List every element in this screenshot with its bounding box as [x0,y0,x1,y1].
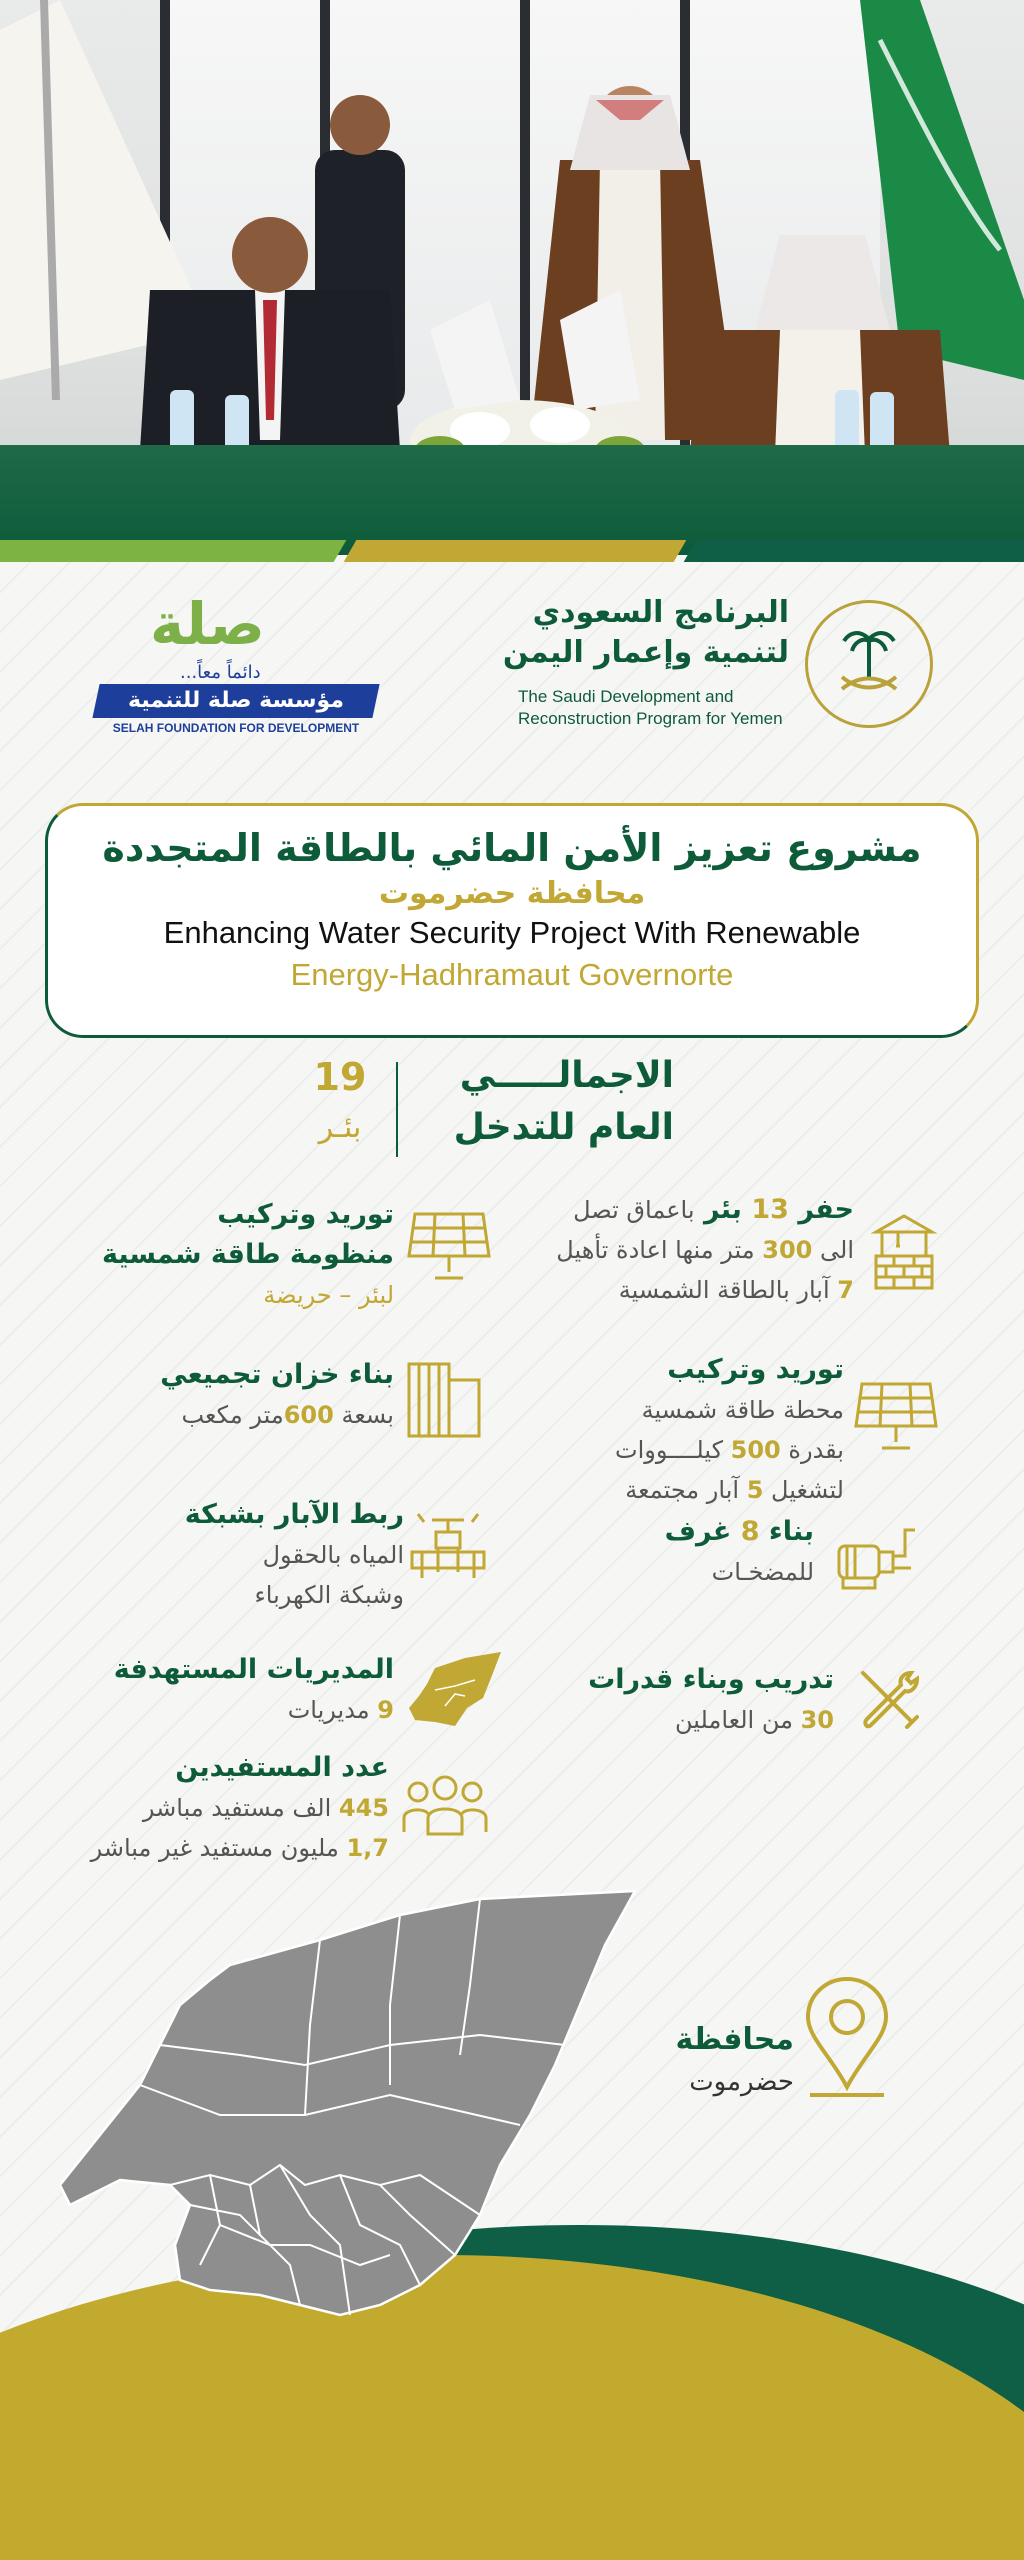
total-label-2: العام للتدخل [453,1107,674,1148]
logos-row [0,580,1024,750]
water-well-icon [868,1212,940,1292]
governorate-name: حضرموت [689,2067,794,2097]
solar-supply-item: توريد وتركيب منظومة طاقة شمسية لبئر – حريضة [101,1199,394,1309]
rooms-item: بناء 8 غرف للمضخـات [664,1516,814,1586]
network-item: ربط الآبار بشبكة المياه بالحقول وشبكة الكهرباء [184,1499,404,1609]
people-group-icon [398,1770,492,1840]
beneficiaries-item: عدد المستفيدين 445 الف مستفيد مباشر 1,7 مليون مستفيد غير مباشر [90,1752,389,1862]
project-title-ar: مشروع تعزيز الأمن المائي بالطاقة المتجددة [102,826,922,870]
governorate-label [675,2018,794,2102]
sdrpy-name-en-1: The Saudi Development and [518,687,734,706]
tank-item: بناء خزان تجميعي بسعة 600متر مكعب [160,1359,394,1429]
sdrpy-name-ar-2: لتنمية وإعمار اليمن [502,635,789,670]
palm-swords-seal-icon [805,600,933,728]
solar-panel-icon [405,1208,493,1284]
location-pin-icon [800,1975,895,2100]
selah-name-ar: مؤسسة صلة للتنمية [92,684,379,718]
total-wells-number: 19 [313,1055,367,1099]
training-item: تدريب وبناء قدرات 30 من العاملين [588,1664,834,1734]
color-stripe-dark [684,540,1024,562]
drilling-item: حفر 13 بئر باعماق تصل الى 300 متر منها اعادة تأهيل 7 آبار بالطاقة الشمسية [556,1194,854,1304]
solar-station-item: توريد وتركيب محطة طاقة شمسية بقدرة 500 كيلــــووات لتشغيل 5 آبار مجتمعة [615,1354,844,1504]
hadhramaut-map-icon [405,1650,505,1728]
water-pump-icon [835,1522,917,1592]
water-tank-icon [405,1360,485,1440]
color-stripe-gold [344,540,687,562]
pipe-valve-icon [408,1510,488,1582]
sdrpy-name-ar-1: البرنامج السعودي [532,595,789,630]
selah-logo: صلة [150,590,265,658]
districts-item: المديريات المستهدفة 9 مديريات [113,1654,394,1724]
total-wells-unit: بئـر [318,1110,362,1145]
project-governorate-ar: محافظة حضرموت [378,876,646,911]
governorate-title: محافظة [675,2022,794,2057]
signing-ceremony-photo [0,0,1024,555]
selah-name-en: SELAH FOUNDATION FOR DEVELOPMENT [112,721,360,735]
hadhramaut-districts-map [60,1885,660,2355]
project-title-en-2: Energy-Hadhramaut Governorte [290,957,734,992]
project-title-box [45,803,979,1038]
solar-panel-icon [852,1378,940,1454]
wrench-screwdriver-icon [855,1665,925,1735]
selah-tagline: دائماً معاً... [180,662,261,683]
project-title-en-1: Enhancing Water Security Project With Renewable [163,915,861,950]
sdrpy-name-en-2: Reconstruction Program for Yemen [518,709,783,728]
color-stripe-green [0,540,346,562]
divider [396,1062,398,1157]
total-label-1: الاجمالـــــي [459,1055,674,1096]
